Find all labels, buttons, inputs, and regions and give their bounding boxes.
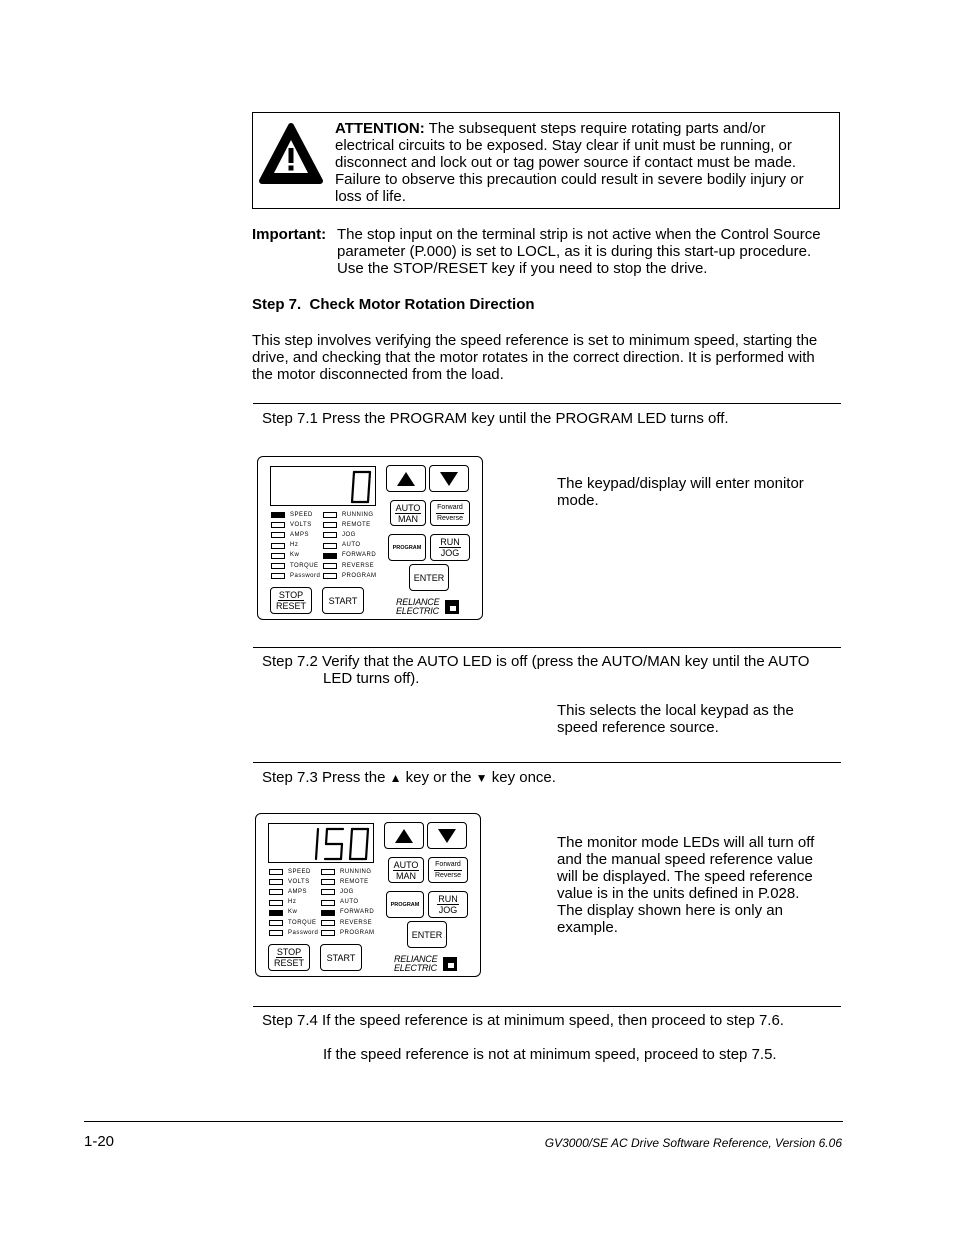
up-arrow-icon — [397, 472, 415, 486]
led-indicator — [269, 889, 283, 895]
led-indicator — [323, 532, 337, 538]
program-key[interactable]: PROGRAM — [386, 891, 424, 918]
down-arrow-key[interactable] — [429, 465, 469, 492]
led-indicator — [321, 879, 335, 885]
led-indicator — [269, 900, 283, 906]
attention-label: ATTENTION: — [335, 120, 425, 137]
step7-heading: Step 7. Check Motor Rotation Direction — [252, 296, 535, 313]
led-label: AMPS — [288, 888, 308, 895]
important-label: Important: — [252, 226, 327, 243]
led-label: VOLTS — [290, 521, 312, 528]
led-label: SPEED — [290, 511, 313, 518]
led-label: JOG — [342, 531, 356, 538]
attention-box — [252, 112, 840, 209]
enter-key[interactable]: ENTER — [407, 921, 447, 948]
led-indicator — [321, 930, 335, 936]
display-segment — [352, 487, 353, 502]
led-label: AMPS — [290, 531, 310, 538]
enter-key[interactable]: ENTER — [409, 564, 449, 591]
keypad-display-2 — [255, 813, 481, 977]
display-segment — [366, 844, 367, 859]
led-label: TORQUE — [288, 919, 317, 926]
led-label: REVERSE — [342, 562, 375, 569]
led-indicator — [269, 910, 283, 916]
led-indicator — [321, 900, 335, 906]
footer-title: GV3000/SE AC Drive Software Reference, Version 6.06 — [544, 1136, 842, 1150]
led-label: Kw — [288, 909, 298, 916]
reliance-logo-icon — [445, 600, 459, 614]
display-segment — [326, 829, 327, 844]
divider — [253, 403, 841, 404]
led-indicator — [269, 879, 283, 885]
led-indicator — [321, 910, 335, 916]
led-label: PROGRAM — [342, 572, 377, 579]
up-arrow-key[interactable] — [386, 465, 426, 492]
seven-segment-display — [268, 823, 374, 863]
down-arrow-key[interactable] — [427, 822, 467, 849]
led-label: Kw — [290, 552, 300, 559]
led-label: RUNNING — [340, 868, 372, 875]
up-arrow-key[interactable] — [384, 822, 424, 849]
led-indicator — [323, 563, 337, 569]
led-label: RUNNING — [342, 511, 374, 518]
up-arrow-icon — [395, 829, 413, 843]
divider — [253, 1006, 841, 1007]
led-indicator — [271, 532, 285, 538]
attention-text: ATTENTION: The subsequent steps require rotating parts and/or electrical circuits to be exposed. Stay clear if unit must be running, or disconnect and lock out or tag power source if contact must be made. Failure to observe this precaution could result in severe bodily injury or loss of life. — [335, 120, 804, 205]
led-label: Password — [290, 572, 321, 579]
display-segment — [351, 829, 352, 844]
step-7-2-note: This selects the local keypad as the speed reference source. — [557, 702, 794, 736]
program-key[interactable]: PROGRAM — [388, 534, 426, 561]
led-indicator — [321, 920, 335, 926]
led-label: Hz — [288, 899, 297, 906]
start-key[interactable]: START — [320, 944, 362, 971]
led-indicator — [323, 512, 337, 518]
important-text: The stop input on the terminal strip is not active when the Control Source parameter (P.000) is set to LOCL, as it is during this start-up procedure. Use the STOP/RESET key if you need to stop the drive. — [337, 226, 821, 277]
led-label: Hz — [290, 542, 299, 549]
led-label: JOG — [340, 888, 354, 895]
run-jog-key[interactable]: RUN JOG — [430, 534, 470, 561]
brand-name: RELIANCE ELECTRIC — [396, 597, 440, 616]
led-label: SPEED — [288, 868, 311, 875]
led-indicator — [323, 573, 337, 579]
display-segment — [316, 844, 317, 859]
led-label: REMOTE — [340, 878, 369, 885]
step-7-1-note: The keypad/display will enter monitor mode. — [557, 475, 804, 509]
led-indicator — [321, 889, 335, 895]
led-label: Password — [288, 929, 319, 936]
step-7-3-text: Step 7.3 Press the ▲ key or the ▼ key once. — [262, 769, 556, 786]
step-7-1-text: Step 7.1 Press the PROGRAM key until the PROGRAM LED turns off. — [262, 410, 729, 427]
step-7-2-text-cont: LED turns off). — [323, 670, 420, 687]
footer-rule — [84, 1121, 843, 1122]
led-label: FORWARD — [342, 552, 377, 559]
reliance-logo-icon — [443, 957, 457, 971]
led-label: REVERSE — [340, 919, 373, 926]
led-indicator — [269, 920, 283, 926]
stop-reset-key[interactable]: STOP RESET — [270, 587, 312, 614]
led-label: VOLTS — [288, 878, 310, 885]
led-label: TORQUE — [290, 562, 319, 569]
down-arrow-icon — [440, 472, 458, 486]
led-label: AUTO — [342, 542, 361, 549]
auto-man-key[interactable]: AUTO MAN — [390, 500, 426, 526]
forward-reverse-key[interactable]: Forward Reverse — [430, 500, 470, 526]
step-7-4-text-2: If the speed reference is not at minimum speed, proceed to step 7.5. — [323, 1046, 777, 1063]
led-indicator — [323, 522, 337, 528]
run-jog-key[interactable]: RUN JOG — [428, 891, 468, 918]
step-7-3-note: The monitor mode LEDs will all turn off and the manual speed reference value will be displayed. The speed reference value is in the units defined in P.028. The display shown here is only an example. — [557, 834, 815, 936]
display-segment — [317, 829, 318, 844]
brand-name: RELIANCE ELECTRIC — [394, 954, 438, 973]
divider — [253, 762, 841, 763]
led-label: FORWARD — [340, 909, 375, 916]
stop-reset-key[interactable]: STOP RESET — [268, 944, 310, 971]
display-segment — [367, 829, 368, 844]
seven-segment-display — [270, 466, 376, 506]
auto-man-key[interactable]: AUTO MAN — [388, 857, 424, 883]
led-indicator — [271, 522, 285, 528]
display-segment — [353, 472, 354, 487]
step-7-4-text: Step 7.4 If the speed reference is at minimum speed, then proceed to step 7.6. — [262, 1012, 784, 1029]
down-arrow-icon — [438, 829, 456, 843]
display-segment — [369, 472, 370, 487]
led-indicator — [269, 869, 283, 875]
led-label: PROGRAM — [340, 929, 375, 936]
divider — [253, 647, 841, 648]
led-indicator — [321, 869, 335, 875]
led-indicator — [271, 563, 285, 569]
step7-intro: This step involves verifying the speed reference is set to minimum speed, starting the drive, and checking that the motor rotates in the correct direction. It is performed with the motor disconnected from the load. — [252, 332, 818, 383]
display-segment — [350, 844, 351, 859]
forward-reverse-key[interactable]: Forward Reverse — [428, 857, 468, 883]
led-indicator — [271, 543, 285, 549]
warning-triangle-icon — [258, 121, 324, 187]
led-label: AUTO — [340, 899, 359, 906]
down-triangle-icon: ▼ — [475, 771, 488, 785]
page-number: 1-20 — [84, 1133, 115, 1150]
led-indicator — [271, 573, 285, 579]
led-indicator — [271, 512, 285, 518]
led-label: REMOTE — [342, 521, 371, 528]
led-indicator — [323, 543, 337, 549]
step-7-2-text: Step 7.2 Verify that the AUTO LED is off (press the AUTO/MAN key until the AUTO — [262, 653, 810, 670]
display-segment — [341, 844, 342, 859]
led-indicator — [269, 930, 283, 936]
keypad-display-1 — [257, 456, 483, 620]
led-indicator — [323, 553, 337, 559]
led-indicator — [271, 553, 285, 559]
display-segment — [368, 487, 369, 502]
up-triangle-icon: ▲ — [389, 771, 402, 785]
start-key[interactable]: START — [322, 587, 364, 614]
